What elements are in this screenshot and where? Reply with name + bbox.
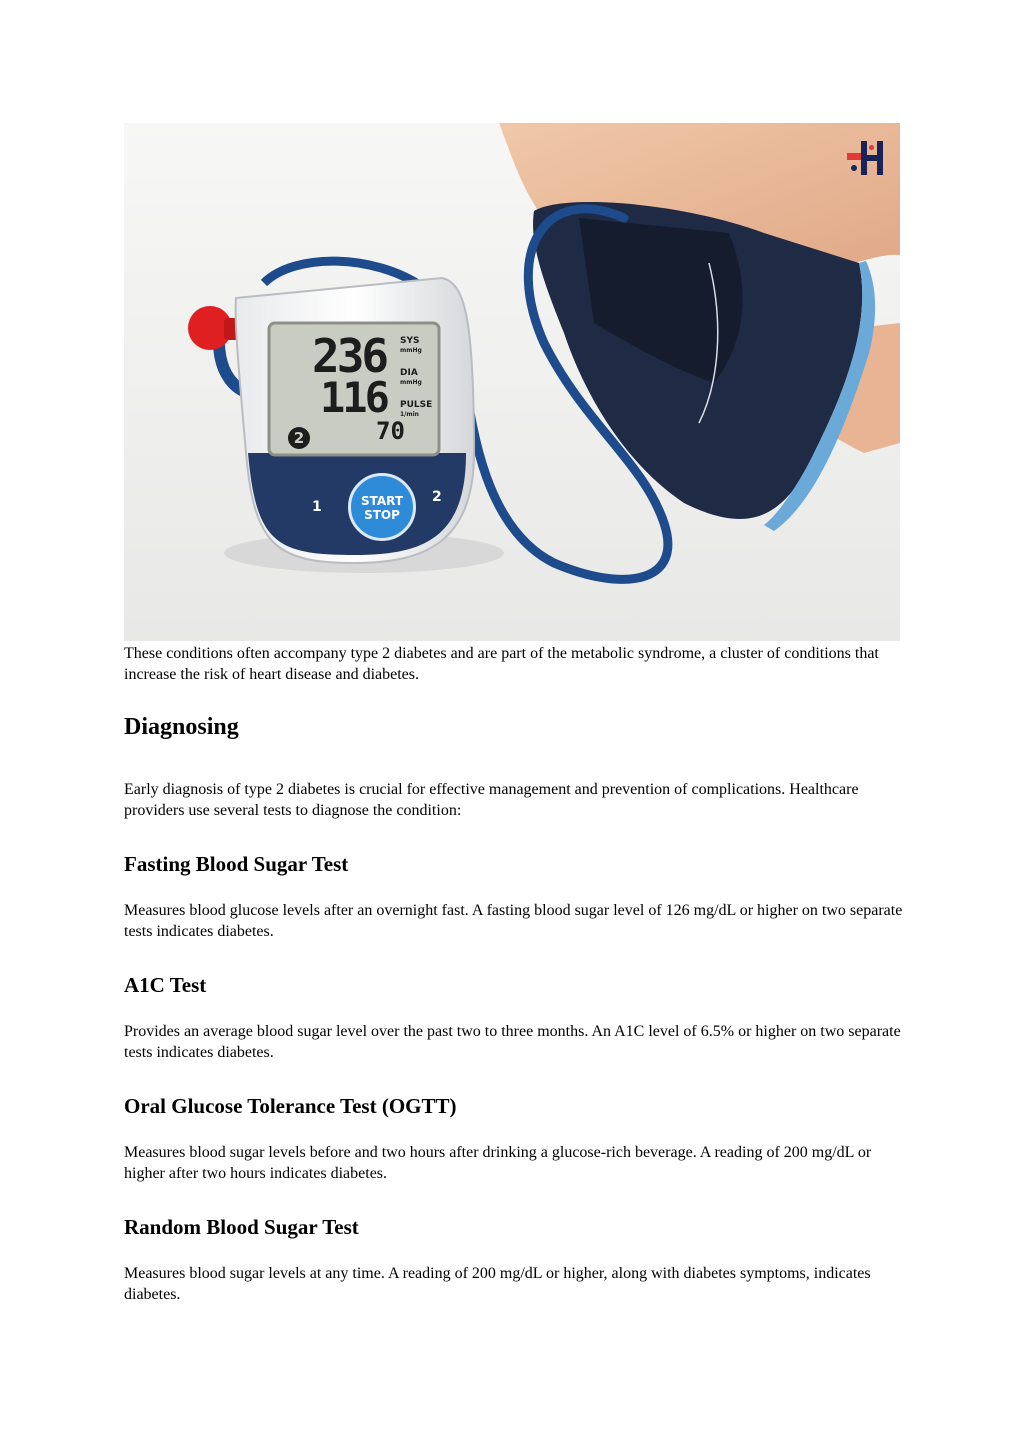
- section-heading: Oral Glucose Tolerance Test (OGTT): [124, 1094, 457, 1118]
- user-2-icon[interactable]: 2: [432, 489, 442, 505]
- dia-label: DIA mmHg: [400, 368, 422, 386]
- section-heading: Fasting Blood Sugar Test: [124, 852, 349, 876]
- monitor-diastolic: 116: [320, 373, 387, 422]
- monitor-memory-slot: 2: [288, 427, 310, 449]
- sys-label: SYS mmHg: [400, 336, 422, 354]
- section-fasting: [124, 851, 904, 942]
- monitor-systolic: 236: [312, 329, 387, 383]
- h-plus-logo-icon: [847, 141, 887, 175]
- section-ogtt: [124, 1093, 904, 1184]
- monitor-pulse: 70: [376, 417, 405, 445]
- user-1-icon[interactable]: 1: [312, 499, 322, 515]
- section-paragraph: Measures blood glucose levels after an overnight fast. A fasting blood sugar level of 126 mg/dL or higher on two separate tests indicates diabetes.: [124, 902, 903, 940]
- section-heading: A1C Test: [124, 973, 207, 997]
- section-random: [124, 1214, 904, 1305]
- section-a1c: [124, 972, 904, 1063]
- blood-pressure-monitor-photo: [124, 123, 900, 641]
- section-paragraph: Measures blood sugar levels before and two hours after drinking a glucose-rich beverage. A reading of 200 mg/dL or higher after two hours indicates diabetes.: [124, 1144, 872, 1182]
- section-paragraph: Provides an average blood sugar level over the past two to three months. An A1C level of 6.5% or higher on two separate tests indicates diabetes.: [124, 1023, 901, 1061]
- section-heading: Random Blood Sugar Test: [124, 1215, 359, 1239]
- article-content: [124, 643, 904, 1305]
- section-paragraph: Measures blood sugar levels at any time. A reading of 200 mg/dL or higher, along with diabetes symptoms, indicates diabetes.: [124, 1265, 871, 1303]
- pulse-label: PULSE 1/min: [400, 400, 433, 418]
- diagnosing-paragraph: Early diagnosis of type 2 diabetes is crucial for effective management and prevention of complications. Healthcare providers use several tests to diagnose the condition:: [124, 781, 859, 819]
- start-stop-button[interactable]: START STOP: [348, 473, 416, 541]
- intro-paragraph: These conditions often accompany type 2 diabetes and are part of the metabolic syndrome, a cluster of conditions that increase the risk of heart disease and diabetes.: [124, 645, 879, 683]
- diagnosing-heading: Diagnosing: [124, 714, 239, 740]
